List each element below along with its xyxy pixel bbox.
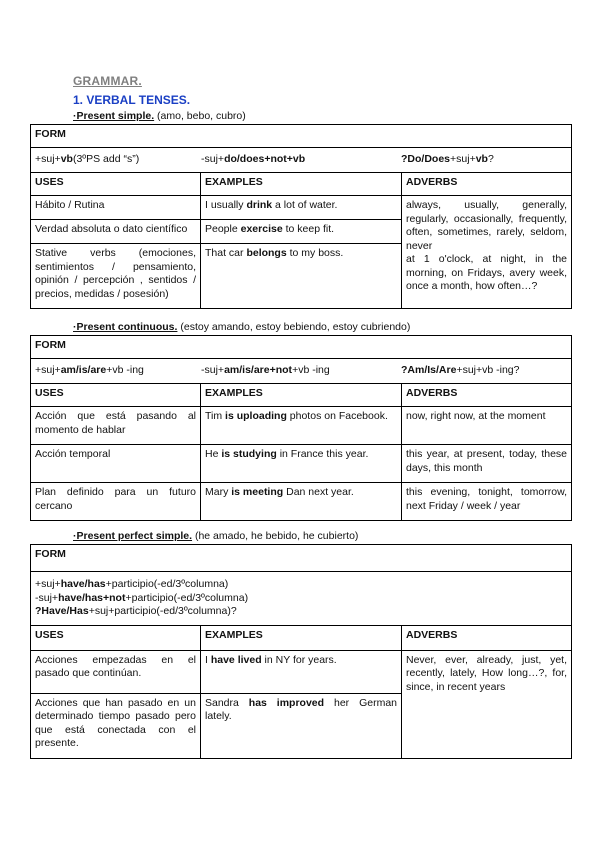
example-cell: I have lived in NY for years.	[201, 650, 402, 693]
present-perfect-title	[73, 530, 358, 542]
form-affirmative: +suj+am/is/are+vb -ing	[35, 364, 144, 376]
examples-header: EXAMPLES	[201, 173, 402, 196]
example-cell: That car belongs to my boss.	[201, 244, 402, 309]
uses-header: USES	[31, 173, 201, 196]
section-name: ·Present continuous.	[73, 321, 178, 333]
form-header: FORM	[31, 545, 572, 572]
present-simple-table	[30, 124, 572, 309]
example-cell: He is studying in France this year.	[201, 445, 402, 483]
adverbs-frequency: always, usually, generally, regularly, occasionally, frequently, often, sometimes, rarely, seldom, never	[406, 199, 568, 252]
adverbs-cell: Never, ever, already, just, yet, recently, lately, How long…?, for, since, in recent years	[402, 650, 572, 758]
form-negative: -suj+have/has+not+participio(-ed/3ºcolumna)	[35, 591, 249, 604]
section-subtitle: (estoy amando, estoy bebiendo, estoy cubriendo)	[180, 321, 411, 333]
use-cell: Acción que está pasando al momento de hablar	[31, 407, 201, 445]
present-continuous-table	[30, 335, 572, 521]
examples-header: EXAMPLES	[201, 625, 402, 650]
adverbs-header: ADVERBS	[402, 625, 572, 650]
example-cell: Mary is meeting Dan next year.	[201, 483, 402, 521]
form-row	[31, 148, 572, 173]
form-header: FORM	[31, 125, 572, 148]
uses-header: USES	[31, 384, 201, 407]
form-negative: -suj+am/is/are+not+vb -ing	[201, 364, 330, 376]
adverbs-cell: this year, at present, today, these days, this month	[402, 445, 572, 483]
use-cell: Acciones empezadas en el pasado que continúan.	[31, 650, 201, 693]
present-perfect-table	[30, 544, 572, 759]
verbal-tenses-heading: 1. VERBAL TENSES.	[73, 93, 191, 107]
use-cell: Acciones que han pasado en un determinado tiempo pasado pero que está conectada con el presente.	[31, 693, 201, 758]
grammar-heading: GRAMMAR.	[73, 74, 142, 88]
form-question: ?Have/Has+suj+participio(-ed/3ºcolumna)?	[35, 605, 237, 617]
adverbs-cell: this evening, tonight, tomorrow, next Friday / week / year	[402, 483, 572, 521]
adverbs-header: ADVERBS	[402, 384, 572, 407]
present-continuous-title	[73, 321, 410, 333]
examples-header: EXAMPLES	[201, 384, 402, 407]
section-name: ·Present simple.	[73, 110, 155, 122]
uses-header: USES	[31, 625, 201, 650]
section-subtitle: (he amado, he bebido, he cubierto)	[194, 530, 359, 542]
form-negative: -suj+do/does+not+vb	[201, 153, 306, 165]
section-name: ·Present perfect simple.	[73, 530, 193, 542]
example-cell: People exercise to keep fit.	[201, 220, 402, 244]
adverbs-cell	[402, 196, 572, 309]
use-cell: Plan definido para un futuro cercano	[31, 483, 201, 521]
example-cell: I usually drink a lot of water.	[201, 196, 402, 220]
example-cell: Sandra has improved her German lately.	[201, 693, 402, 758]
adverbs-time: at 1 o'clock, at night, in the morning, on Fridays, avery week, once a month, how often…?	[406, 253, 568, 292]
use-cell: Hábito / Rutina	[31, 196, 201, 220]
form-row	[31, 359, 572, 384]
section-subtitle: (amo, bebo, cubro)	[157, 110, 246, 122]
present-simple-title	[73, 110, 246, 122]
adverbs-cell: now, right now, at the moment	[402, 407, 572, 445]
form-question: ?Am/Is/Are+suj+vb -ing?	[401, 364, 520, 376]
form-affirmative: +suj+vb(3ºPS add “s”)	[35, 153, 140, 165]
use-cell: Verdad absoluta o dato científico	[31, 220, 201, 244]
form-question: ?Do/Does+suj+vb?	[401, 153, 494, 165]
adverbs-header: ADVERBS	[402, 173, 572, 196]
form-row	[31, 572, 572, 626]
example-cell: Tim is uploading photos on Facebook.	[201, 407, 402, 445]
form-affirmative: +suj+have/has+participio(-ed/3ºcolumna)	[35, 578, 229, 590]
use-cell: Acción temporal	[31, 445, 201, 483]
form-header: FORM	[31, 336, 572, 359]
use-cell: Stative verbs (emociones, sentimientos / pensamiento, opinión / percepción , sentidos / precios, medidas / posesión)	[31, 244, 201, 309]
